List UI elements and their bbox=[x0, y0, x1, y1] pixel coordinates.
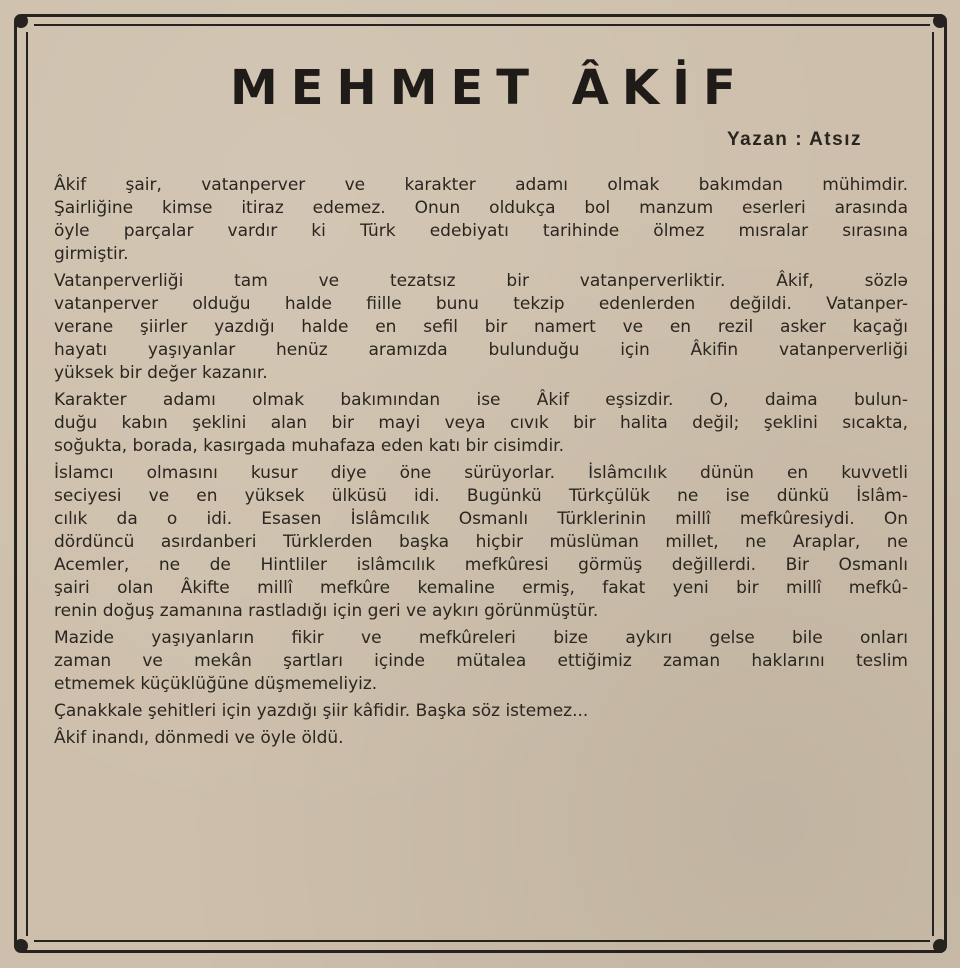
article-line: Şairliğine kimse itiraz edemez. Onun oldukça bol manzum eserleri arasında bbox=[54, 198, 908, 218]
article-line: Âkif şair, vatanperver ve karakter adamı olmak bakımdan mühimdir. bbox=[54, 175, 908, 195]
frame-bottom-inner-rule bbox=[34, 940, 930, 942]
article-line: İslamcı olmasını kusur diye öne sürüyorlar. İslâmcılık dünün en kuvvetli bbox=[54, 463, 908, 483]
frame-corner-ornament bbox=[933, 939, 947, 953]
article-line: Acemler, ne de Hintliler islâmcılık mefkûresi görmüş değillerdi. Bir Osmanlı bbox=[54, 555, 908, 575]
article-line: vatanperver olduğu halde fiille bunu tekzip edenlerden değildi. Vatanper- bbox=[54, 294, 908, 314]
frame-left-outer-rule bbox=[14, 22, 17, 946]
article-line: seciyesi ve en yüksek ülküsü idi. Bugünkü Türkçülük ne ise dünkü İslâm- bbox=[54, 486, 908, 506]
article-paragraph bbox=[54, 700, 908, 723]
article-line: Âkif inandı, dönmedi ve öyle öldü. bbox=[54, 728, 344, 748]
article-line: hayatı yaşıyanlar henüz aramızda bulunduğu için Âkifin vatanperverliği bbox=[54, 340, 908, 360]
frame-top-outer-rule bbox=[22, 14, 942, 17]
article-body bbox=[54, 174, 908, 754]
article-line: duğu kabın şeklini alan bir mayi veya cıvık bir halita değil; şeklini sıcakta, bbox=[54, 413, 908, 433]
frame-right-outer-rule bbox=[944, 22, 947, 946]
article-line: etmemek küçüklüğüne düşmemeliyiz. bbox=[54, 674, 378, 694]
article-line: öyle parçalar vardır ki Türk edebiyatı tarihinde ölmez mısralar sırasına bbox=[54, 221, 908, 241]
article-line: şairi olan Âkifte millî mefkûre kemaline ermiş, fakat yeni bir millî mefkû- bbox=[54, 578, 908, 598]
article-title: MEHMET ÂKİF bbox=[230, 60, 749, 116]
article-line: Karakter adamı olmak bakımından ise Âkif eşsizdir. O, daima bulun- bbox=[54, 390, 908, 410]
article-line: verane şiirler yazdığı halde en sefil bir namert ve en rezil asker kaçağı bbox=[54, 317, 908, 337]
article-line: girmiştir. bbox=[54, 244, 129, 264]
frame-bottom-outer-rule bbox=[22, 950, 942, 953]
article-line: renin doğuş zamanına rastladığı için geri ve aykırı görünmüştür. bbox=[54, 601, 599, 621]
article-line: zaman ve mekân şartları içinde mütalea ettiğimiz zaman haklarını teslim bbox=[54, 651, 908, 671]
article-line: Vatanperverliği tam ve tezatsız bir vatanperverliktir. Âkif, sözlə bbox=[54, 271, 908, 291]
article-paragraph bbox=[54, 727, 908, 750]
article-byline: Yazan : Atsız bbox=[727, 129, 862, 150]
frame-corner-ornament bbox=[14, 939, 28, 953]
article-line: dördüncü asırdanberi Türklerden başka hiçbir müslüman millet, ne Araplar, ne bbox=[54, 532, 908, 552]
article-paragraph bbox=[54, 627, 908, 696]
frame-left-inner-rule bbox=[26, 32, 28, 936]
article-paragraph bbox=[54, 270, 908, 385]
frame-corner-ornament bbox=[933, 14, 947, 28]
article-paragraph bbox=[54, 174, 908, 266]
article-line: yüksek bir değer kazanır. bbox=[54, 363, 268, 383]
article-line: cılık da o idi. Esasen İslâmcılık Osmanlı Türklerinin millî mefkûresiydi. On bbox=[54, 509, 908, 529]
article-line: Çanakkale şehitleri için yazdığı şiir kâfidir. Başka söz istemez... bbox=[54, 701, 589, 721]
article-line: Mazide yaşıyanların fikir ve mefkûreleri bize aykırı gelse bile onları bbox=[54, 628, 908, 648]
frame-corner-ornament bbox=[14, 14, 28, 28]
frame-top-inner-rule bbox=[34, 24, 930, 26]
article-paragraph bbox=[54, 389, 908, 458]
article-line: soğukta, borada, kasırgada muhafaza eden katı bir cisimdir. bbox=[54, 436, 565, 456]
frame-right-inner-rule bbox=[932, 32, 934, 936]
article-paragraph bbox=[54, 462, 908, 623]
